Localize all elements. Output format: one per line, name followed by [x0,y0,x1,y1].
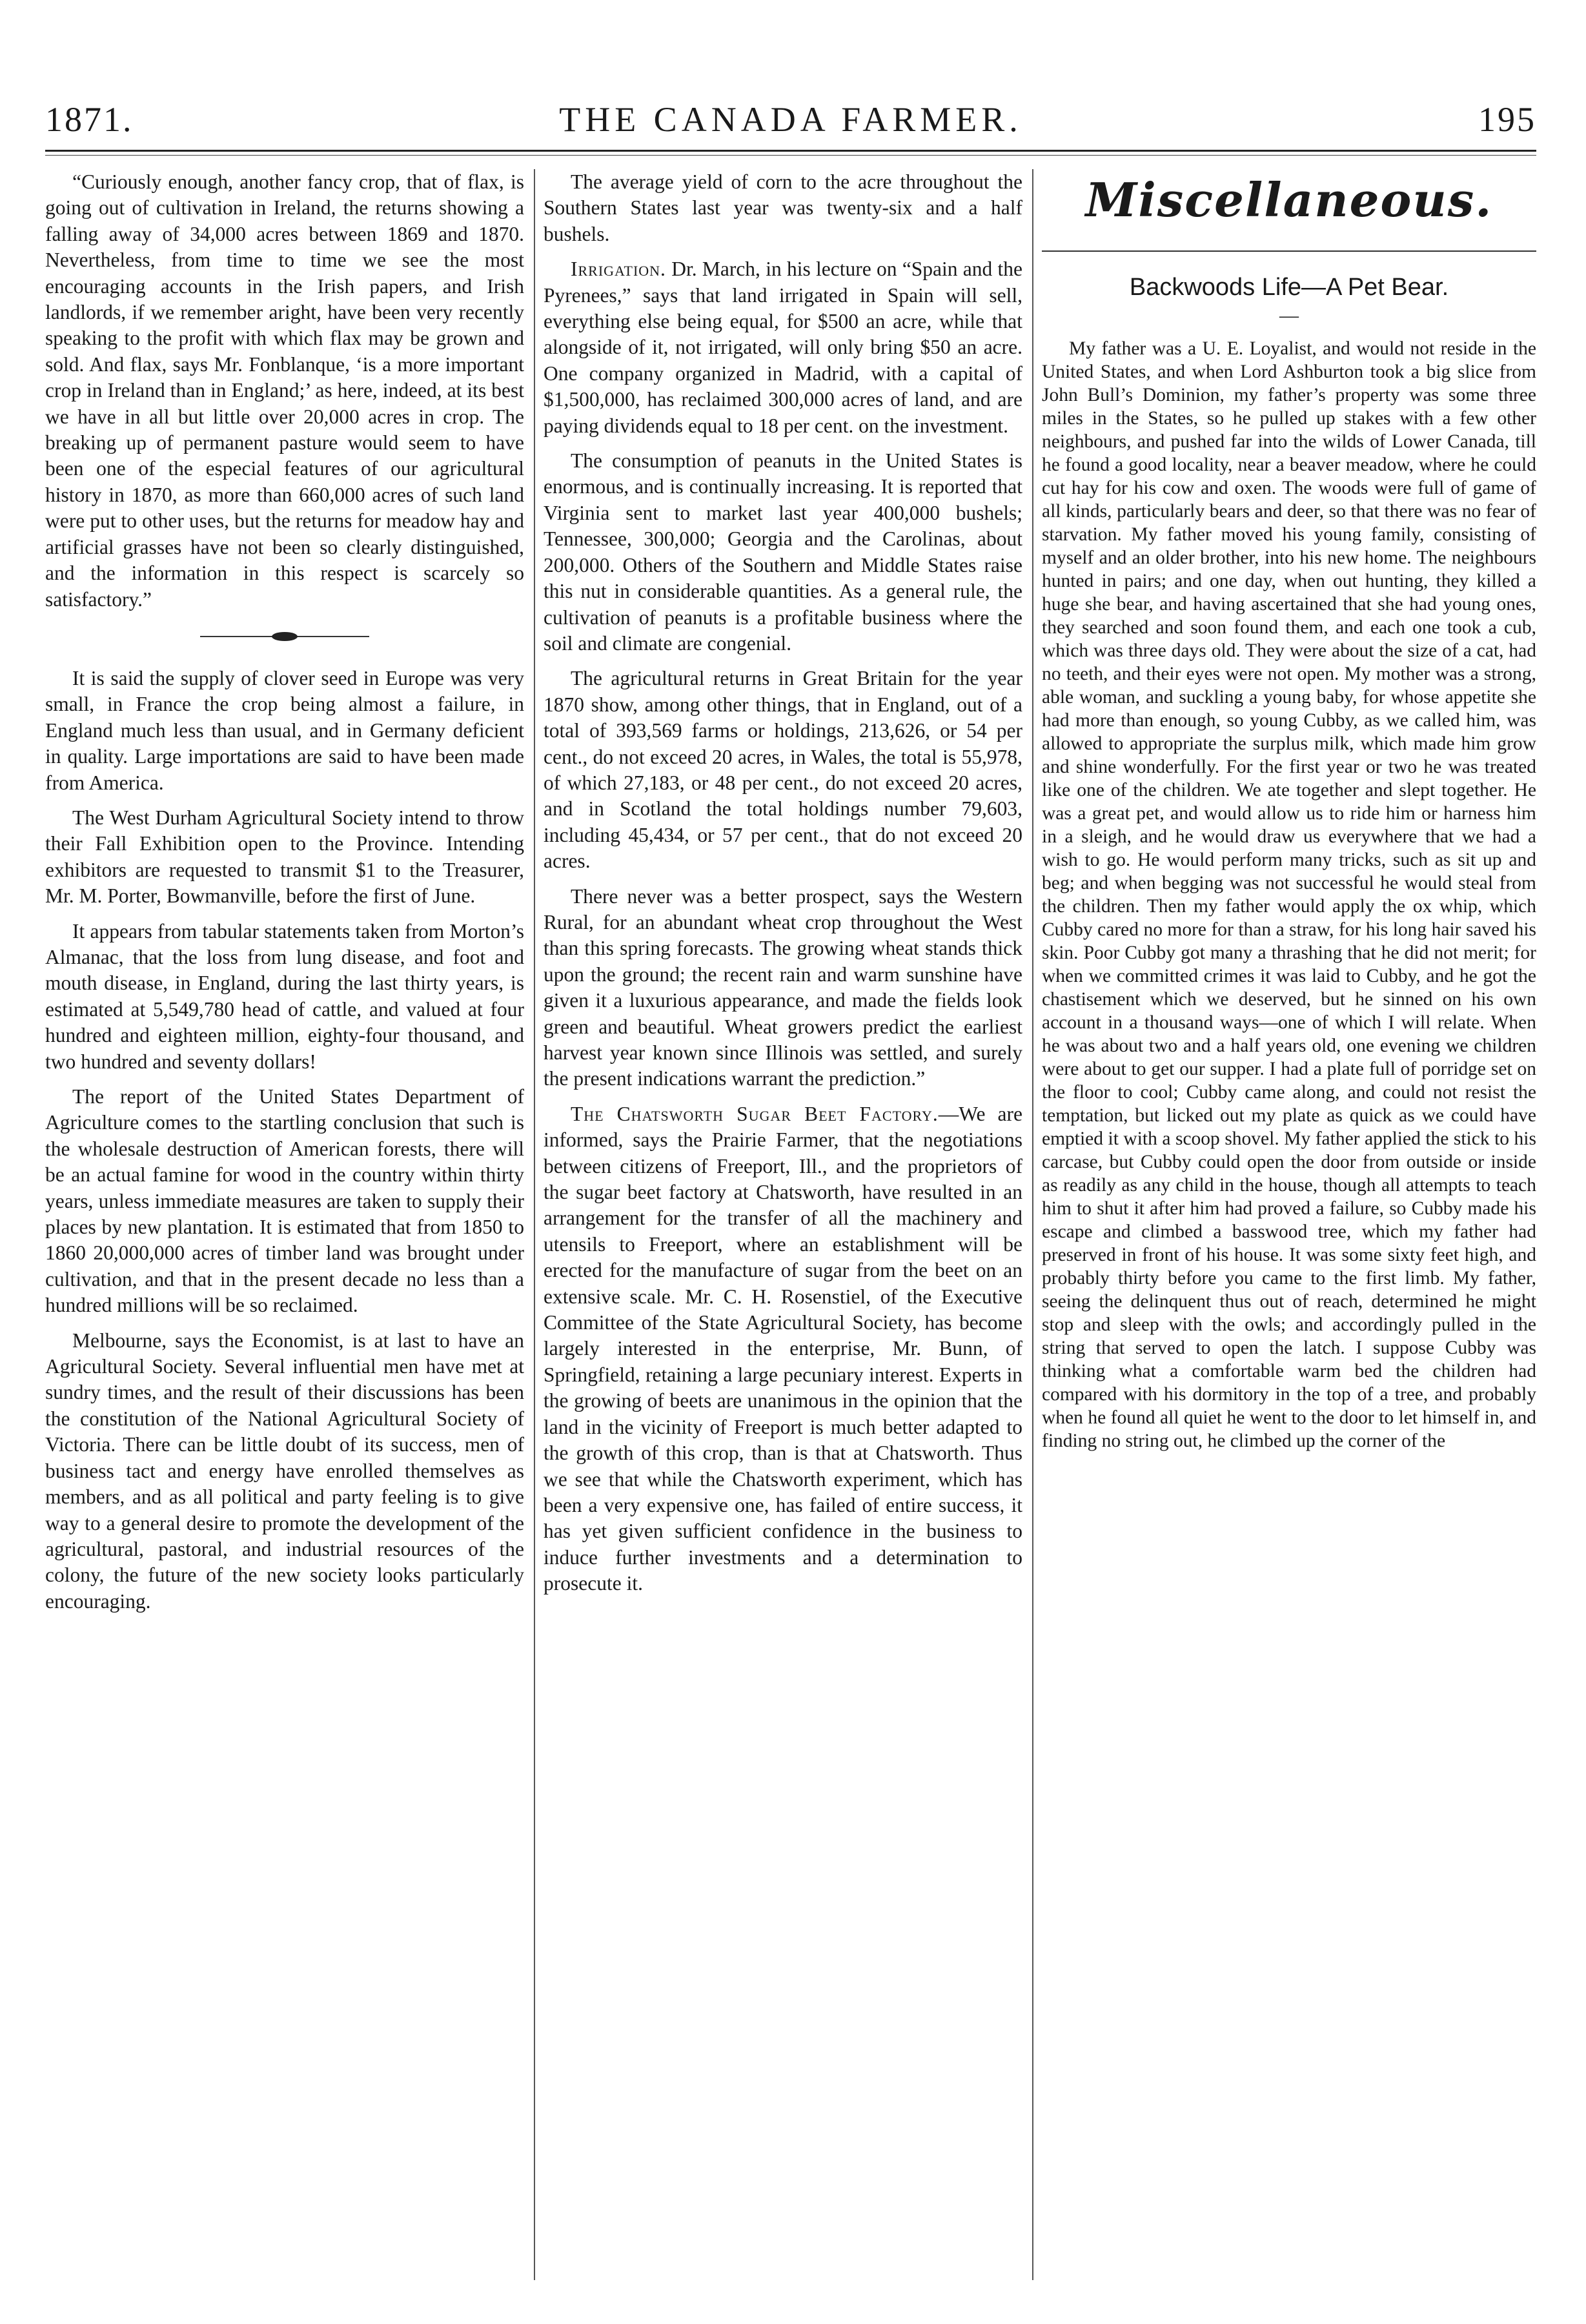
irrigation-lead: Irrigation. [571,258,666,281]
column-3 [1042,169,1536,2280]
sugar-beet-body: —We are informed, says the Prairie Farmer, that the negotiations between citizens of Freeport, Ill., and the proprietors of the sugar beet factory at Chatsworth, have resulted in an arrangement for the transfer of all the machinery and utensils to Freeport, where an establishment will be erected for the manufacture of sugar from the beet on an extensive scale. Mr. C. H. Rosenstiel, of the Executive Committee of the State Agricultural Society, has become largely interested in the enterprise, Mr. Bunn, of Springfield, retaining a large pecuniary interest. Experts in the growing of beets are unanimous in the opinion that the land in the vicinity of Freeport is much better adapted to the growth of this crop, than is that at Chatsworth. Thus we see that while the Chatsworth experiment, which has been a very expensive one, has failed of entire success, it has yet given sufficient confidence in the business to induce further investments and a determination to prosecute it. [544,1102,1022,1595]
article-title: Backwoods Life—A Pet Bear. [1129,274,1449,301]
column-1 [45,169,524,2280]
melbourne-paragraph: Melbourne, says the Economist, is at last to have an Agricultural Society. Several influential men have met at sundry times, and the result of their discussions has been the constitution of the National Agricultural Society of Victoria. There can be little doubt of its success, men of business tact and energy have enrolled themselves as members, and as all political and party feeling is to give way to a general desire to promote the development of the agricultural, pastoral, and industrial resources of the colony, the future of the new society looks particularly encouraging. [45,1329,524,1613]
sugar-beet-paragraph [544,1101,1022,1597]
irrigation-body: Dr. March, in his lecture on “Spain and the Pyrenees,” says that land irrigated in Spain will sell, everything else being equal, for $500 an acre, while that alongside of it, not irrigated, will only bring $50 an acre. One company organized in Madrid, with a capital of $1,500,000, has reclaimed 300,000 acres of land, and are paying dividends equal to 18 per cent. on the investment. [544,258,1022,437]
sugar-beet-lead: The Chatsworth Sugar Beet Factory. [571,1102,939,1125]
publication-title: THE CANADA FARMER. [559,100,1022,139]
masthead [45,97,1536,148]
title-dash: — [1279,305,1299,326]
wheat-prospect-paragraph: There never was a better prospect, says the Western Rural, for an abundant wheat crop throughout the West than this spring forecasts. The growing wheat stands thick upon the ground; the recent rain and warm sunshine have given it a luxurious appearance, and made the fields look green and beautiful. Wheat growers predict the earliest harvest year known since Illinois was settled, and surely the present indications warrant the prediction.” [544,884,1022,1090]
peanuts-paragraph: The consumption of peanuts in the United States is enormous, and is continually increasing. It is reported that Virginia sent to market last year 400,000 bushels; Tennessee, 300,000; Georgia and the Carolinas, about 200,000. Others of the Southern and Middle States raise this nut in considerable quantities. As a general rule, the cultivation of peanuts is a profitable business where the soil and climate are congenial. [544,449,1022,655]
column-2 [544,169,1022,2280]
irrigation-paragraph [544,256,1022,439]
pet-bear-story: My father was a U. E. Loyalist, and would not reside in the United States, and when Lord Ashburton took a big slice from John Bull’s Dominion, my father’s property was some three miles in the States, so he pulled up stakes with a few other neighbours, and pushed far into the wilds of Lower Canada, till he found a good locality, near a beaver meadow, where he could cut hay for his cow and oxen. The woods were full of game of all kinds, particularly bears and deer, so that there was no fear of starvation. My father moved his young family, consisting of myself and an older brother, into his new home. The neighbours hunted in pairs; and one day, when out hunting, they killed a huge she bear, and having ascertained that she had young ones, they searched and soon found them, and each one took a cub, which was three days old. They were about the size of a cat, had no teeth, and their eyes were not open. My mother was a strong, able woman, and suckling a young baby, for whose appetite she had more than enough, so young Cubby, as we called him, was allowed to appropriate the surplus milk, which made him grow and shine wonderfully. For the first year or two he was treated like one of the children. We ate together and slept together. He was a great pet, and would allow us to ride him or harness him in a sleigh, and he would draw us everywhere that we had a wish to go. He would perform many tricks, such as sit up and beg; and when begging was not successful he would steal from the children. Then my father would apply the ox whip, which Cubby cared no more for than a straw, for his long hair saved his skin. Poor Cubby got many a thrashing that he did not merit; for when we committed crimes it was laid to Cubby, and he got the chastisement which we deserved, but he sinned on his own account in a thousand ways—one of which I will relate. When he was about two and a half years old, one evening we children were about to get our supper. I had a plate full of porridge set on the floor to cool; Cubby came along, and could not resist the temptation, but licked out my plate as quick as we could have emptied it with a scoop shovel. My father applied the stick to his carcase, but Cubby could open the door from outside or inside as readily as any child in the house, though all attempts to teach him to shut it after him had proved a failure, so Cubby made his escape and climbed a basswood tree, which my father had preserved in front of his house. It was some sixty feet high, and probably thirty before you came to the first limb. My father, seeing the delinquent thus out of reach, determined he might stop and sleep with the owls; and accordingly pulled in the string that served to open the latch. I suppose Cubby was thinking what a comfortable warm bed the children had compared with his dormitory in the top of a tree, and probably when he found all quiet he went to the door to let himself in, and finding no string out, he climbed up the corner of the [1042,338,1536,1451]
corn-yield-paragraph: The average yield of corn to the acre throughout the Southern States last year was twenty-six and a half bushels. [544,170,1022,245]
cattle-loss-paragraph: It appears from tabular statements taken from Morton’s Almanac, that the loss from lung disease, and foot and mouth disease, in England, during the last thirty years, is estimated at 5,549,780 head of cattle, and valued at four hundred and eighteen million, eighty-four thousand, and two hundred and seventy dollars! [45,919,524,1073]
page-number: 195 [1478,100,1536,139]
column-divider-2 [1032,169,1033,2280]
clover-seed-paragraph: It is said the supply of clover seed in Europe was very small, in France the crop being almost a failure, in England much less than usual, and in Germany deficient in quality. Large importations are said to have been made from America. [45,666,524,794]
west-durham-paragraph: The West Durham Agricultural Society intend to throw their Fall Exhibition open to the Province. Intending exhibitors are requested to transmit $1 to the Treasurer, Mr. M. Porter, Bowmanville, before the first of June. [45,806,524,908]
flax-paragraph: “Curiously enough, another fancy crop, that of flax, is going out of cultivation in Ireland, the returns showing a falling away of 34,000 acres between 1869 and 1870. Nevertheless, from time to time we see the most encouraging accounts in the Irish papers, and Irish landlords, if we remember aright, have been very recently speaking to the profit with which flax may be grown and sold. And flax, says Mr. Fonblanque, ‘is a more important crop in Ireland than in England;’ as here, indeed, at its best we have in all but little over 20,000 acres in crop. The breaking up of permanent pasture would seem to have been one of the especial features of our agricultural history in 1870, as more than 660,000 acres of such land were put to other uses, but the returns for meadow hay and artificial grasses have not been so clearly distinguished, and the information in this respect is scarcely so satisfactory.” [45,170,524,611]
ornament-icon [272,632,298,641]
masthead-rule [45,150,1536,152]
issue-year: 1871. [45,100,134,139]
agricultural-returns-paragraph: The agricultural returns in Great Britain for the year 1870 show, among other things, that in England, out of a total of 393,569 farms or holdings, 213,626, or 54 per cent., do not exceed 20 acres, in Wales, the total is 55,978, of which 27,183, or 48 per cent., do not exceed 20 acres, and in Scotland the total holdings number 79,603, including 45,434, or 57 per cent., that do not exceed 20 acres. [544,667,1022,873]
forests-paragraph: The report of the United States Department of Agriculture comes to the startling conclusion that such is the wholesale destruction of American forests, there will be an actual famine for wood in the country within thirty years, unless immediate measures are taken to supply their places by new plantation. It is estimated that from 1850 to 1860 20,000,000 acres of timber land was brought under cultivation, and that in the present decade no less than a hundred millions will be so reclaimed. [45,1085,524,1317]
section-heading: Miscellaneous. [1085,172,1493,227]
masthead-rule-thin [45,155,1536,156]
heading-rule [1042,250,1536,252]
section-separator [45,624,524,650]
column-divider-1 [534,169,535,2280]
